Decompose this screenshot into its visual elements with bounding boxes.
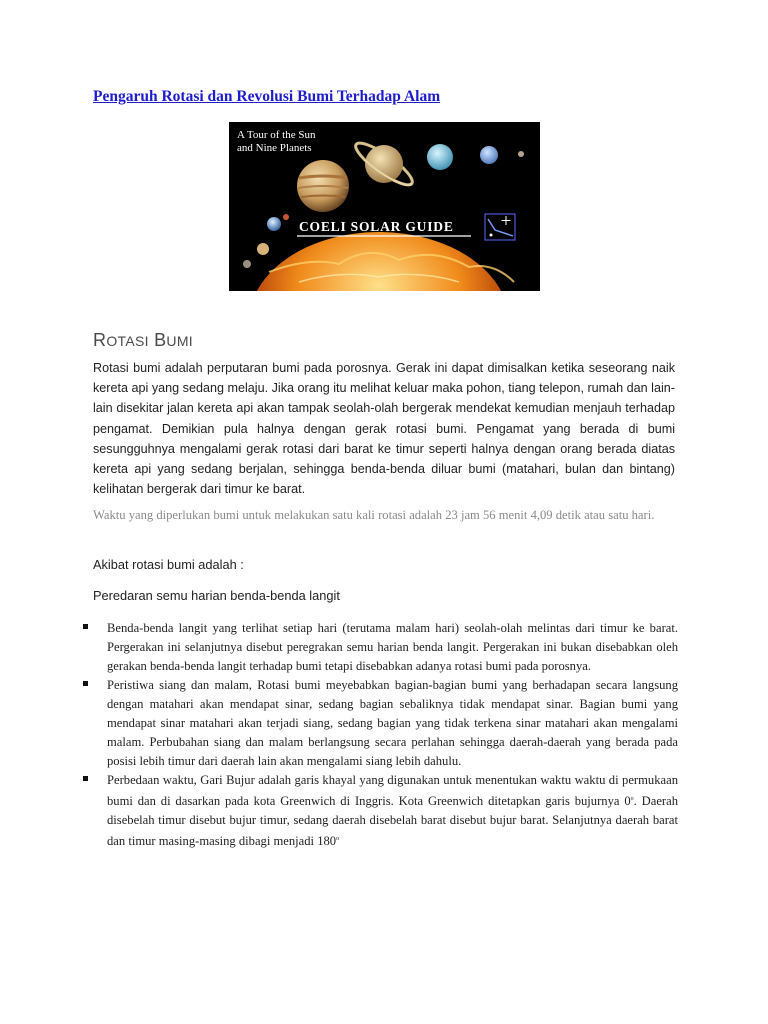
square-bullet-icon bbox=[83, 624, 88, 629]
list-item bbox=[80, 676, 678, 771]
list-item bbox=[80, 619, 678, 676]
effects-bullet-list bbox=[80, 619, 678, 851]
jupiter-icon bbox=[297, 160, 349, 212]
list-item bbox=[80, 771, 678, 851]
solar-guide-banner-image bbox=[229, 122, 540, 291]
apparent-motion-subheading: Peredaran semu harian benda-benda langit bbox=[93, 588, 340, 603]
mars-icon bbox=[283, 214, 289, 220]
heading-rest-otasi: OTASI bbox=[106, 333, 149, 349]
bullet-text: Peristiwa siang dan malam, Rotasi bumi meyebabkan bagian-bagian bumi yang berhadapan secara langsung dengan matahari akan mendapat sinar, sedang bagian sebaliknya tidak mendapat sinar. Bagian bumi yang mendapat sinar matahari akan terjadi siang, sedang bagian yang tidak terkena sinar matahari akan mengalami malam. Perbubahan siang dan malam berlangsung secara perlahan sehingga daerah-daerah yang berada pada posisi lebih timur dari daerah lain akan mengalami siang lebih dahulu. bbox=[107, 678, 678, 768]
document-title-link[interactable]: Pengaruh Rotasi dan Revolusi Bumi Terhadap Alam bbox=[93, 88, 441, 105]
solar-system-illustration bbox=[229, 122, 540, 291]
effects-lead-text: Akibat rotasi bumi adalah : bbox=[93, 557, 244, 572]
mercury-icon bbox=[243, 260, 251, 268]
bullet-text-continued: . Daerah disebelah timur disebut bujur timur, sedang daerah disebelah barat disebut bujur barat. Selanjutnya daerah barat dan timur masing-masing dibagi menjadi 180 bbox=[107, 794, 678, 849]
degree-symbol: o bbox=[336, 836, 340, 843]
banner-guide-label: COELI SOLAR GUIDE bbox=[299, 219, 454, 234]
heading-initial-r: R bbox=[93, 330, 107, 350]
intro-paragraph: Rotasi bumi adalah perputaran bumi pada porosnya. Gerak ini dapat dimisalkan ketika seseorang naik kereta api yang sedang melaju. Jika orang itu melihat keluar maka pohon, tiang telepon, rumah dan lain-lain disekitar jalan kereta api akan tampak seolah-olah bergerak mendekat kemudian menjauh terhadap pengamat. Demikian pula halnya dengan gerak rotasi bumi. Pengamat yang berada di bumi sesungguhnya mengalami gerak rotasi dari barat ke timur seperti halnya dengan orang berada diatas kereta api yang sedang berjalan, sehingga benda-benda diluar bumi (matahari, bulan dan bintang) kelihatan bergerak dari timur ke barat. bbox=[93, 361, 675, 497]
degree-symbol: o bbox=[630, 796, 634, 802]
square-bullet-icon bbox=[83, 681, 88, 686]
banner-caption-line1: A Tour of the Sun bbox=[237, 129, 316, 141]
banner-caption-line2: and Nine Planets bbox=[237, 142, 312, 154]
section-heading-rotasi-bumi bbox=[93, 330, 193, 351]
heading-rest-umi: UMI bbox=[166, 333, 193, 349]
earth-icon bbox=[267, 217, 281, 231]
bullet-text: Benda-benda langit yang terlihat setiap hari (terutama malam hari) seolah-olah melintas dari timur ke barat. Pergerakan ini selanjutnya disebut peregrakan semu harian benda langit. Pergerakan ini bukan disebabkan oleh gerakan benda-benda langit terhadap bumi tetapi disebabkan adanya rotasi bumi pada porosnya. bbox=[107, 621, 678, 673]
venus-icon bbox=[257, 243, 269, 255]
bullet-text: Perbedaan waktu, Gari Bujur adalah garis khayal yang digunakan untuk menentukan waktu waktu di permukaan bumi dan di dasarkan pada kota Greenwich di Inggris. Kota Greenwich ditetapkan garis bujurnya 0 bbox=[107, 773, 678, 809]
square-bullet-icon bbox=[83, 776, 88, 781]
heading-initial-b: B bbox=[154, 330, 167, 350]
neptune-icon bbox=[480, 146, 498, 164]
rotation-duration-note: Waktu yang diperlukan bumi untuk melakukan satu kali rotasi adalah 23 jam 56 menit 4,09 detik atau satu hari. bbox=[93, 508, 655, 522]
uranus-icon bbox=[427, 144, 453, 170]
pluto-icon bbox=[518, 151, 524, 157]
